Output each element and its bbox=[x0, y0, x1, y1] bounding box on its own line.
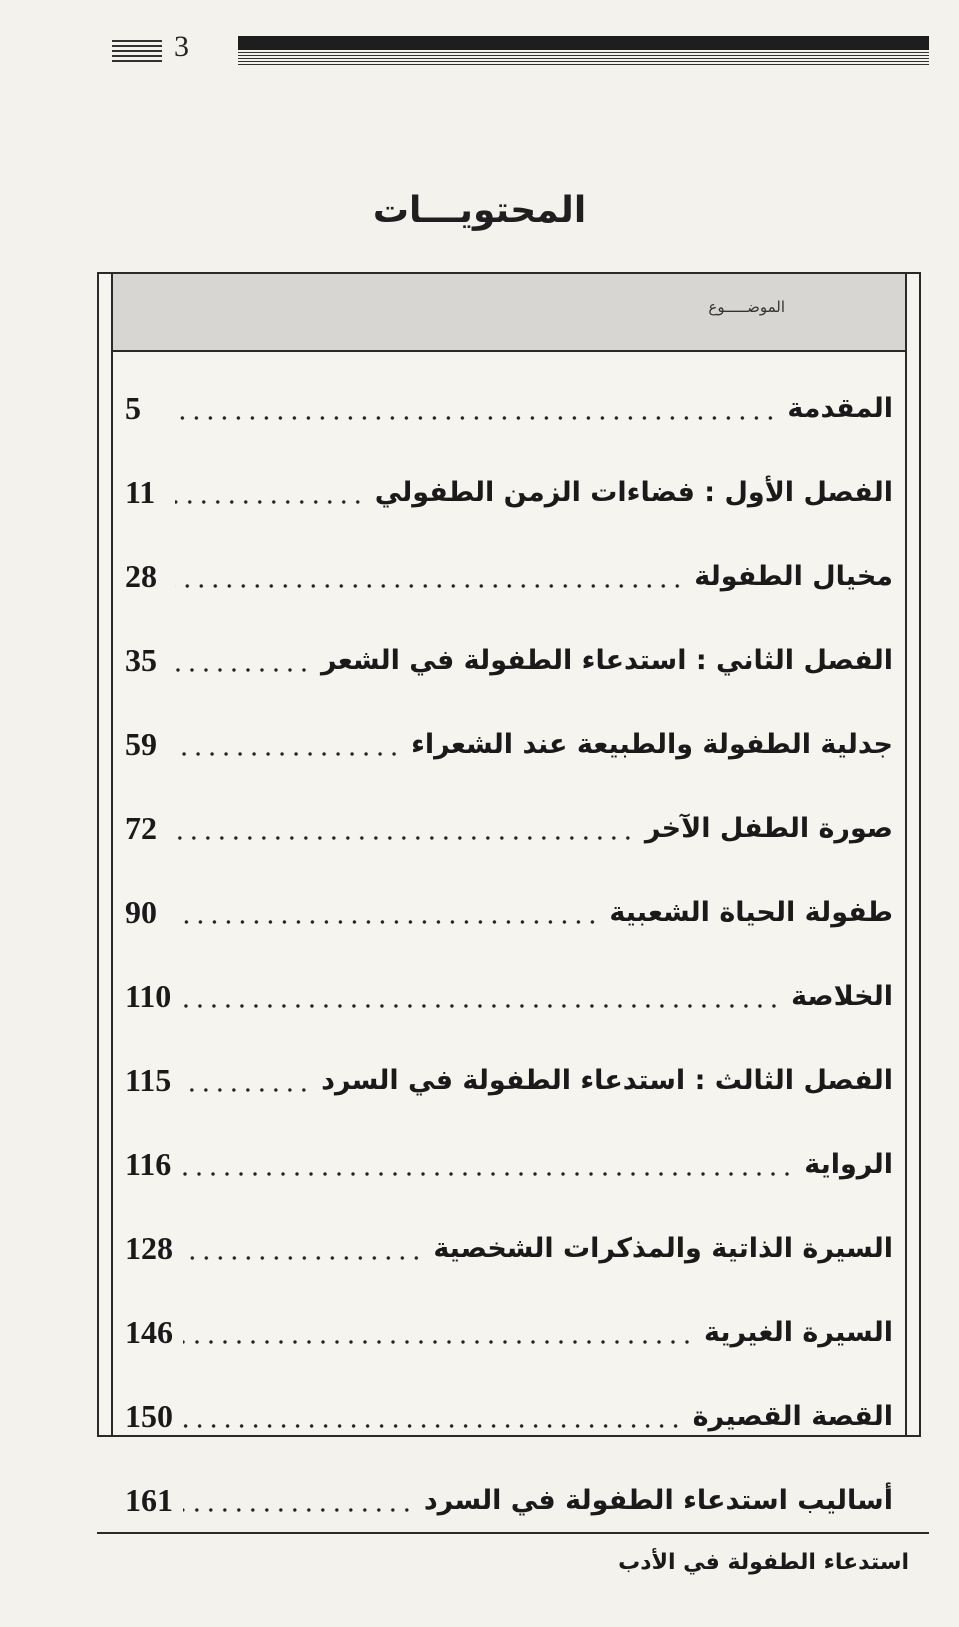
dot-leader bbox=[183, 1401, 683, 1431]
toc-page-number: 146 bbox=[125, 1313, 173, 1350]
toc-topic: طفولة الحياة الشعبية bbox=[609, 896, 893, 928]
contents-list bbox=[113, 366, 905, 1542]
toc-entry bbox=[113, 366, 905, 450]
dot-leader bbox=[175, 393, 777, 423]
header-rule-thick bbox=[238, 36, 929, 50]
toc-entry bbox=[113, 1038, 905, 1122]
toc-page-number: 59 bbox=[125, 725, 157, 762]
toc-page-number: 72 bbox=[125, 809, 157, 846]
toc-entry bbox=[113, 534, 905, 618]
toc-page-number: 11 bbox=[125, 473, 156, 510]
dot-leader bbox=[175, 813, 635, 843]
toc-topic: أساليب استدعاء الطفولة في السرد bbox=[423, 1484, 893, 1516]
page-number: 3 bbox=[174, 30, 189, 63]
dot-leader bbox=[175, 561, 684, 591]
toc-entry bbox=[113, 1290, 905, 1374]
toc-page-number: 28 bbox=[125, 557, 157, 594]
toc-entry bbox=[113, 702, 905, 786]
toc-page-number: 90 bbox=[125, 893, 157, 930]
dot-leader bbox=[181, 1065, 311, 1095]
toc-entry bbox=[113, 1458, 905, 1542]
dot-leader bbox=[181, 1149, 794, 1179]
header-rule-lines bbox=[238, 52, 929, 66]
header-rule-left bbox=[112, 40, 162, 62]
dot-leader bbox=[181, 981, 781, 1011]
toc-page-number: 110 bbox=[125, 977, 172, 1014]
page-title: المحتويـــات bbox=[372, 190, 587, 231]
toc-entry bbox=[113, 450, 905, 534]
running-footer-title: استدعاء الطفولة في الأدب bbox=[618, 1550, 909, 1575]
toc-entry bbox=[113, 1206, 905, 1290]
toc-page-number: 115 bbox=[125, 1061, 172, 1098]
toc-page-number: 5 bbox=[125, 389, 141, 426]
toc-topic: الفصل الثالث : استدعاء الطفولة في السرد bbox=[321, 1064, 893, 1096]
toc-topic: الفصل الثاني : استدعاء الطفولة في الشعر bbox=[320, 644, 893, 676]
dot-leader bbox=[183, 1485, 414, 1515]
toc-topic: الخلاصة bbox=[791, 980, 893, 1012]
dot-leader bbox=[175, 729, 401, 759]
subject-column-header: الموضـــــوع bbox=[708, 298, 785, 316]
dot-leader bbox=[175, 477, 365, 507]
toc-page-number: 35 bbox=[125, 641, 157, 678]
footer-rule bbox=[97, 1532, 929, 1534]
toc-page-number: 116 bbox=[125, 1145, 172, 1182]
toc-topic: السيرة الذاتية والمذكرات الشخصية bbox=[433, 1232, 893, 1264]
toc-topic: الرواية bbox=[804, 1148, 893, 1180]
toc-entry bbox=[113, 1374, 905, 1458]
toc-topic: السيرة الغيرية bbox=[704, 1316, 893, 1348]
contents-table bbox=[97, 272, 921, 1518]
dot-leader bbox=[183, 1317, 694, 1347]
page-header bbox=[112, 30, 929, 70]
toc-page-number: 150 bbox=[125, 1397, 173, 1434]
toc-topic: القصة القصيرة bbox=[692, 1400, 893, 1432]
toc-entry bbox=[113, 954, 905, 1038]
contents-table-body bbox=[111, 352, 907, 1518]
toc-topic: جدلية الطفولة والطبيعة عند الشعراء bbox=[411, 728, 893, 760]
toc-topic: صورة الطفل الآخر bbox=[644, 812, 893, 844]
toc-page-number: 161 bbox=[125, 1481, 173, 1518]
header-rule-right bbox=[238, 36, 929, 66]
dot-leader bbox=[175, 645, 311, 675]
contents-table-header bbox=[111, 274, 907, 352]
dot-leader bbox=[175, 897, 599, 927]
dot-leader bbox=[183, 1233, 423, 1263]
toc-entry bbox=[113, 1122, 905, 1206]
toc-entry bbox=[113, 870, 905, 954]
toc-entry bbox=[113, 786, 905, 870]
toc-topic: مخيال الطفولة bbox=[694, 560, 893, 592]
toc-topic: المقدمة bbox=[787, 392, 893, 424]
toc-entry bbox=[113, 618, 905, 702]
toc-page-number: 128 bbox=[125, 1229, 173, 1266]
toc-topic: الفصل الأول : فضاءات الزمن الطفولي bbox=[374, 476, 893, 508]
